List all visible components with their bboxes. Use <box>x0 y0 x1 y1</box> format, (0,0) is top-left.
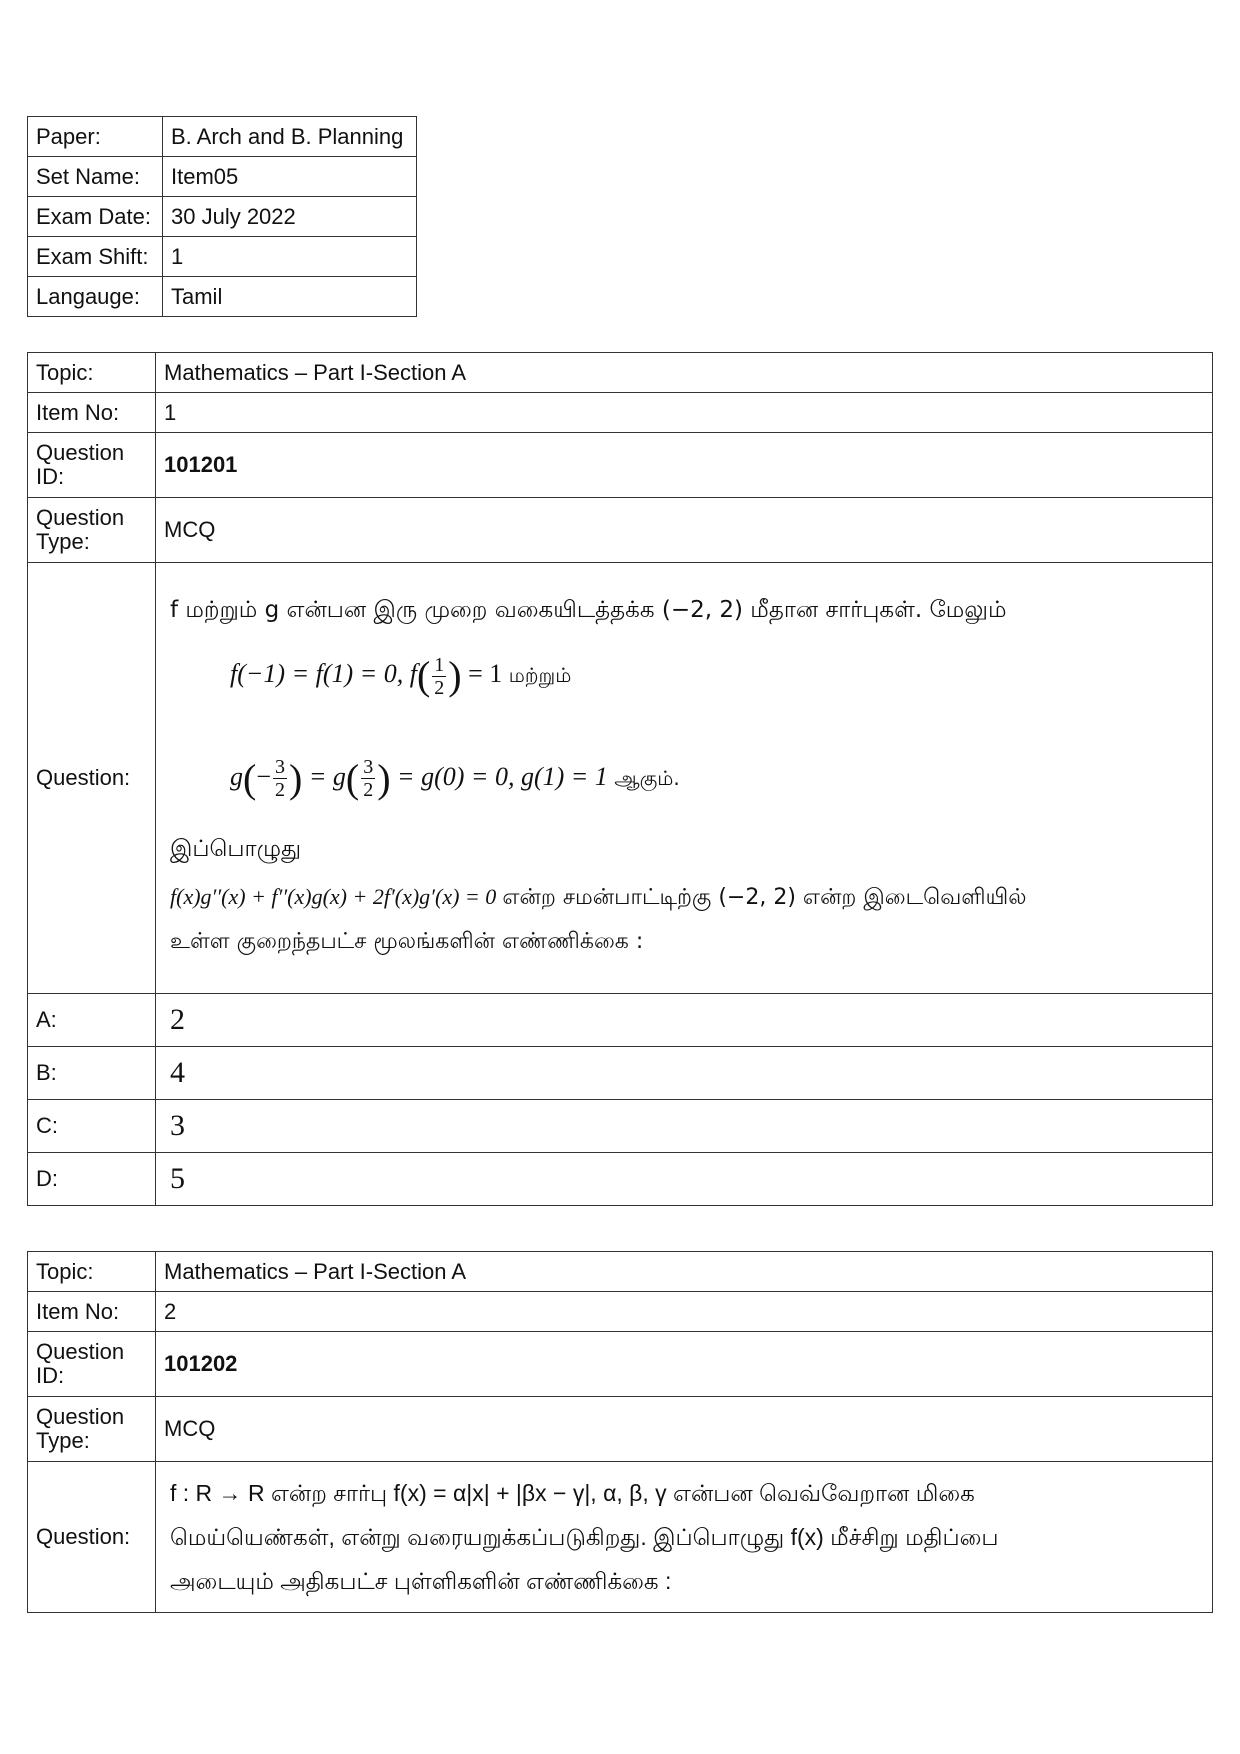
paper-value: B. Arch and B. Planning <box>163 117 417 157</box>
q1-question-body <box>156 563 1213 994</box>
q1-topic-label: Topic: <box>28 353 156 393</box>
q1-item-row <box>28 393 1213 433</box>
paper-label: Paper: <box>28 117 163 157</box>
q1-option-b-row <box>28 1047 1213 1100</box>
q2-topic-row <box>28 1252 1213 1292</box>
q2-question-row <box>28 1462 1213 1613</box>
q1-item-label: Item No: <box>28 393 156 433</box>
q1-eq1-tamil: மற்றும் <box>508 663 572 688</box>
q1-question-row <box>28 563 1213 994</box>
paper-info-table <box>27 116 417 317</box>
q1-eq2-open-paren-2: ( <box>345 755 360 801</box>
q2-qid-label: Question ID: <box>28 1332 156 1397</box>
q1-eq2-denominator-2: 2 <box>363 779 374 802</box>
exam-shift-value: 1 <box>163 237 417 277</box>
q1-option-d-value: 5 <box>156 1153 1213 1206</box>
q1-eq2-denominator-1: 2 <box>275 779 285 802</box>
q1-topic-row <box>28 353 1213 393</box>
q2-qid-row <box>28 1332 1213 1397</box>
q1-eq1-part-b: = 1 <box>468 659 503 689</box>
q1-option-c-row <box>28 1100 1213 1153</box>
question-1-table <box>27 352 1213 1206</box>
set-name-row <box>28 157 417 197</box>
q1-eq2-part-b: = g <box>308 761 346 791</box>
q2-qtype-value: MCQ <box>156 1397 1213 1462</box>
q2-item-value: 2 <box>156 1292 1213 1332</box>
q1-qtype-row <box>28 498 1213 563</box>
q1-option-b-value: 4 <box>156 1047 1213 1100</box>
q1-eq1-denominator: 2 <box>434 677 445 699</box>
q1-eq2-open-paren-1: ( <box>243 755 257 801</box>
q2-line-1: f : R → R என்ற சார்பு f(x) = α|x| + |βx − γ|, α, β, γ என்பன வெவ்வேறான மிகை <box>170 1480 975 1506</box>
q1-option-c-value: 3 <box>156 1100 1213 1153</box>
q2-question-label: Question: <box>28 1462 156 1613</box>
q1-equation-1 <box>170 644 1198 706</box>
q1-eq1-fraction <box>432 654 446 699</box>
q1-qid-value: 101201 <box>156 433 1213 498</box>
q1-question-label: Question: <box>28 563 156 994</box>
q2-question-body <box>156 1462 1213 1613</box>
q1-eq1-close-paren: ) <box>448 653 462 699</box>
q1-option-a-row <box>28 994 1213 1047</box>
question-2-table <box>27 1251 1213 1613</box>
q1-qid-label: Question ID: <box>28 433 156 498</box>
exam-shift-label: Exam Shift: <box>28 237 163 277</box>
paper-row <box>28 117 417 157</box>
q1-line-3-tamil: என்ற சமன்பாட்டிற்கு (−2, 2) என்ற இடைவெளியில் <box>502 884 1027 910</box>
q1-qtype-label: Question Type: <box>28 498 156 563</box>
q1-eq2-part-c: = g(0) = 0, g(1) = 1 <box>397 761 608 791</box>
q1-option-d-row <box>28 1153 1213 1206</box>
q1-line-3-math: f(x)g′′(x) + f′′(x)g(x) + 2f′(x)g′(x) = 0 <box>170 883 497 909</box>
set-name-label: Set Name: <box>28 157 163 197</box>
q2-item-row <box>28 1292 1213 1332</box>
q1-eq2-close-paren-2: ) <box>377 755 391 801</box>
q1-qid-row <box>28 433 1213 498</box>
q1-qtype-value: MCQ <box>156 498 1213 563</box>
q1-eq2-minus: − <box>256 761 271 791</box>
q1-eq1-part-a: f(−1) = f(1) = 0, f <box>230 659 417 689</box>
q1-eq2-fraction-1 <box>273 756 287 801</box>
q1-eq1-open-paren: ( <box>416 653 431 699</box>
exam-date-label: Exam Date: <box>28 197 163 237</box>
q2-qtype-label: Question Type: <box>28 1397 156 1462</box>
q2-topic-label: Topic: <box>28 1252 156 1292</box>
q2-qid-value: 101202 <box>156 1332 1213 1397</box>
q1-option-a-label: A: <box>28 994 156 1047</box>
q2-topic-value: Mathematics – Part I-Section A <box>156 1252 1213 1292</box>
q1-eq2-numerator-2: 3 <box>363 756 374 779</box>
q1-option-b-label: B: <box>28 1047 156 1100</box>
q1-eq2-part-a: g <box>230 761 243 791</box>
set-name-value: Item05 <box>163 157 417 197</box>
q1-line-4: உள்ள குறைந்தபட்ச மூலங்களின் எண்ணிக்கை : <box>170 928 644 954</box>
q1-line-3 <box>170 877 1198 918</box>
q2-qtype-row <box>28 1397 1213 1462</box>
q1-eq2-numerator-1: 3 <box>275 756 285 779</box>
q1-eq2-tamil: ஆகும். <box>614 765 680 790</box>
q1-equation-2 <box>170 747 1198 809</box>
q1-option-d-label: D: <box>28 1153 156 1206</box>
q1-option-a-value: 2 <box>156 994 1213 1047</box>
q1-topic-value: Mathematics – Part I-Section A <box>156 353 1213 393</box>
q2-item-label: Item No: <box>28 1292 156 1332</box>
exam-shift-row <box>28 237 417 277</box>
q1-line-2: இப்பொழுது <box>170 835 302 862</box>
exam-date-value: 30 July 2022 <box>163 197 417 237</box>
q1-eq2-fraction-2 <box>361 756 375 801</box>
q2-line-2: மெய்யெண்கள், என்று வரையறுக்கப்படுகிறது. இப்பொழுது f(x) மீச்சிறு மதிப்பை <box>170 1524 999 1550</box>
q1-eq2-close-paren-1: ) <box>289 755 303 801</box>
language-label: Langauge: <box>28 277 163 317</box>
q1-line-1: f மற்றும் g என்பன இரு முறை வகையிடத்தக்க (−2, 2) மீதான சார்புகள். மேலும் <box>170 597 1007 624</box>
language-row <box>28 277 417 317</box>
q1-eq1-numerator: 1 <box>434 654 445 676</box>
q1-item-value: 1 <box>156 393 1213 433</box>
language-value: Tamil <box>163 277 417 317</box>
exam-date-row <box>28 197 417 237</box>
q2-line-3: அடையும் அதிகபட்ச புள்ளிகளின் எண்ணிக்கை : <box>170 1568 672 1594</box>
q1-option-c-label: C: <box>28 1100 156 1153</box>
